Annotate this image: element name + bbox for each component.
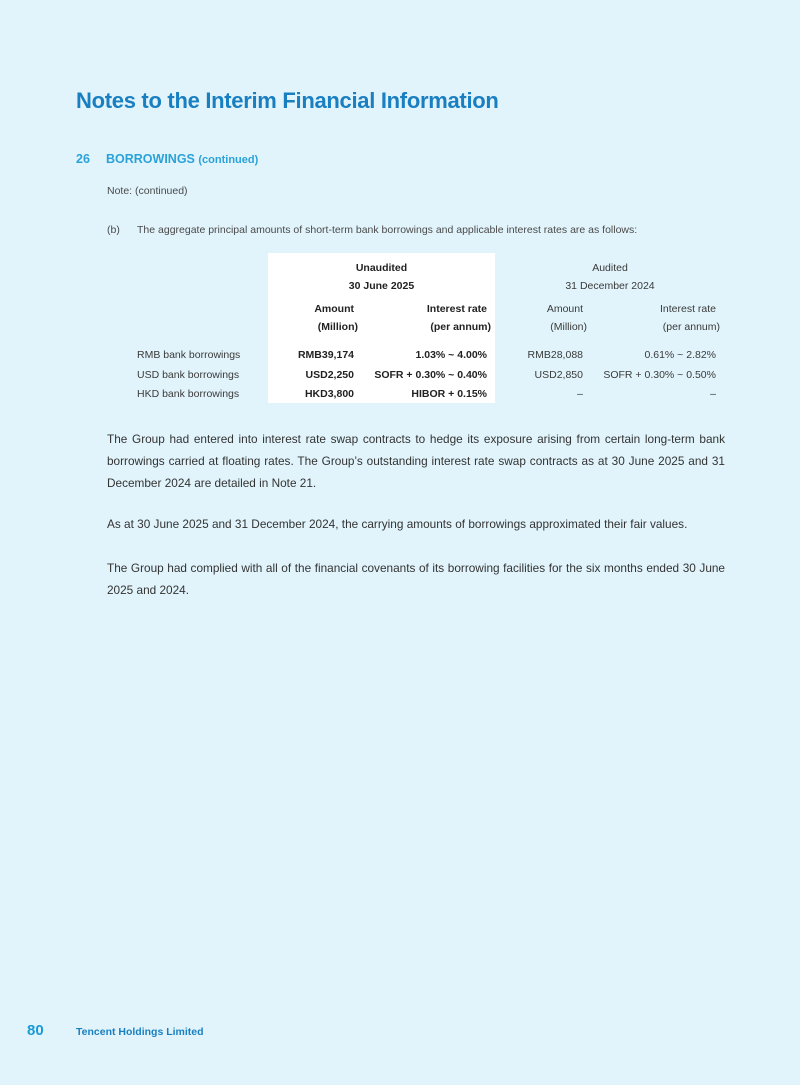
subsection-letter: (b) <box>107 224 120 236</box>
audited-amount: – <box>577 388 583 400</box>
paragraph-swap-contracts: The Group had entered into interest rate swap contracts to hedge its exposure arising from certain long-term bank borrowings carried at floating rates. The Group’s outstanding interest rate swap contracts as at 30 June 2025 and 31 December 2024 are detailed in Note 21. <box>107 432 725 490</box>
audited-rate-header: Interest rate <box>659 303 716 315</box>
audited-rate: – <box>710 388 716 400</box>
paragraph-covenants: The Group had complied with all of the financial covenants of its borrowing facilities for the six months ended 30 June 2025 and 2024. <box>107 561 725 597</box>
unaudited-rate: SOFR + 0.30% ~ 0.40% <box>374 369 487 381</box>
unaudited-date: 30 June 2025 <box>348 280 415 292</box>
audited-rate: 0.61% ~ 2.82% <box>644 349 716 361</box>
unaudited-amount: USD2,250 <box>305 369 354 381</box>
section-number: 26 <box>76 152 90 166</box>
subsection <box>107 224 637 236</box>
row-label: USD bank borrowings <box>137 369 240 381</box>
unaudited-rate: 1.03% ~ 4.00% <box>415 349 487 361</box>
unaudited-amount: HKD3,800 <box>304 388 354 400</box>
unaudited-label: Unaudited <box>355 262 408 274</box>
audited-rate: SOFR + 0.30% ~ 0.50% <box>603 369 716 381</box>
unaudited-amount: RMB39,174 <box>297 349 354 361</box>
row-label: RMB bank borrowings <box>137 349 241 361</box>
unaudited-rate-header: Interest rate <box>426 303 487 315</box>
audited-date: 31 December 2024 <box>565 280 655 292</box>
note-label: Note: (continued) <box>107 185 188 197</box>
row-label: HKD bank borrowings <box>137 388 240 400</box>
audited-rate-unit: (per annum) <box>662 321 720 333</box>
unaudited-rate: HIBOR + 0.15% <box>411 388 487 400</box>
paragraph-fair-values: As at 30 June 2025 and 31 December 2024, the carrying amounts of borrowings approximated their fair values. <box>107 517 688 531</box>
section-title: BORROWINGS <box>106 152 195 166</box>
page-title: Notes to the Interim Financial Information <box>76 88 499 113</box>
unaudited-amount-unit: (Million) <box>317 321 358 333</box>
company-name: Tencent Holdings Limited <box>76 1026 204 1038</box>
page-number: 80 <box>27 1022 44 1039</box>
audited-amount-unit: (Million) <box>550 321 587 333</box>
subsection-text: The aggregate principal amounts of short-term bank borrowings and applicable interest rates are as follows: <box>137 224 638 236</box>
audited-amount: RMB28,088 <box>527 349 583 361</box>
section-continued: (continued) <box>198 154 259 166</box>
section-heading <box>76 152 258 166</box>
audited-amount: USD2,850 <box>534 369 583 381</box>
audited-label: Audited <box>592 262 628 274</box>
audited-amount-header: Amount <box>546 303 583 315</box>
unaudited-amount-header: Amount <box>314 303 354 315</box>
unaudited-rate-unit: (per annum) <box>430 321 491 333</box>
